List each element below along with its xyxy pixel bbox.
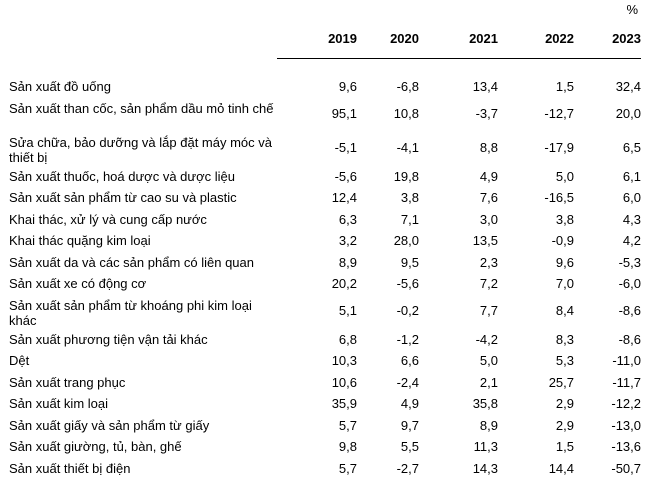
table-row [0, 458, 650, 480]
cell-2022: 14,4 [548, 460, 574, 476]
table-row [0, 76, 650, 98]
row-label: Dệt [9, 353, 30, 368]
cell-2020: -2,7 [396, 460, 419, 476]
row-label: Sản xuất giấy và sản phẩm từ giấy [9, 417, 210, 433]
cell-2020: -5,6 [396, 276, 419, 291]
cell-2020: -0,2 [396, 302, 419, 318]
cell-2019: 10,3 [331, 353, 357, 368]
cell-2021: 7,6 [479, 190, 498, 205]
cell-2022: 2,9 [555, 417, 574, 433]
row-label: Sản xuất thuốc, hoá dược và dược liệu [9, 168, 235, 184]
year-header-2021: 2021 [469, 31, 498, 46]
cell-2021: 7,2 [479, 276, 498, 291]
cell-2020: -2,4 [396, 374, 419, 390]
cell-2019: 8,9 [338, 254, 357, 270]
table-row [0, 273, 650, 295]
cell-2023: -8,6 [618, 331, 641, 347]
row-label: Sản xuất kim loại [9, 396, 108, 411]
cell-2019: 95,1 [331, 105, 357, 121]
row-label: Khai thác quặng kim loại [9, 233, 151, 248]
cell-2022: 25,7 [548, 374, 574, 390]
cell-2020: -6,8 [396, 79, 419, 94]
header-divider [277, 58, 641, 59]
cell-2020: 7,1 [400, 211, 419, 227]
row-label: Sản xuất đồ uống [9, 79, 111, 94]
cell-2020: -1,2 [396, 331, 419, 347]
cell-2021: 13,5 [472, 233, 498, 248]
cell-2021: -3,7 [475, 105, 498, 121]
cell-2022: -0,9 [551, 233, 574, 248]
cell-2023: 32,4 [615, 79, 641, 94]
cell-2022: 7,0 [555, 276, 574, 291]
cell-2023: -6,0 [618, 276, 641, 291]
table-row [0, 295, 650, 329]
cell-2021: 35,8 [472, 396, 498, 411]
cell-2019: -5,6 [334, 168, 357, 184]
cell-2019: 6,3 [338, 211, 357, 227]
cell-2023: -5,3 [618, 254, 641, 270]
table-row [0, 187, 650, 209]
cell-2019: 6,8 [338, 331, 357, 347]
row-label: Sản xuất than cốc, sản phẩm dầu mỏ tinh chế [9, 100, 274, 116]
row-label: Sản xuất thiết bị điện [9, 460, 131, 476]
cell-2021: 11,3 [473, 439, 498, 454]
cell-2020: 9,5 [400, 254, 419, 270]
row-label: Sản xuất da và các sản phẩm có liên quan [9, 254, 254, 270]
year-header-2019: 2019 [328, 31, 357, 46]
row-label: Khai thác, xử lý và cung cấp nước [9, 211, 207, 227]
cell-2020: 4,9 [400, 396, 419, 411]
table-row [0, 209, 650, 231]
cell-2022: 2,9 [555, 396, 574, 411]
cell-2019: 5,7 [338, 460, 357, 476]
cell-2021: 2,1 [479, 374, 498, 390]
year-header-2020: 2020 [390, 31, 419, 46]
cell-2021: 2,3 [479, 254, 498, 270]
cell-2021: 14,3 [472, 460, 498, 476]
cell-2022: 5,3 [555, 353, 574, 368]
cell-2021: 3,0 [479, 211, 498, 227]
cell-2019: 5,1 [338, 302, 357, 318]
cell-2022: 3,8 [555, 211, 574, 227]
cell-2023: -12,2 [611, 396, 641, 411]
cell-2023: 4,3 [622, 211, 641, 227]
cell-2023: -8,6 [618, 302, 641, 318]
cell-2021: 8,9 [479, 417, 498, 433]
cell-2023: 6,1 [622, 168, 641, 184]
table-row [0, 230, 650, 252]
cell-2019: 20,2 [331, 276, 357, 291]
table-row [0, 329, 650, 351]
cell-2020: 5,5 [400, 439, 419, 454]
row-label: Sản xuất phương tiện vận tải khác [9, 331, 208, 347]
cell-2019: 35,9 [331, 396, 357, 411]
row-label: Sửa chữa, bảo dưỡng và lắp đặt máy móc và thiết bị [9, 134, 272, 165]
cell-2022: 5,0 [555, 168, 574, 184]
cell-2023: -13,0 [611, 417, 641, 433]
table-row [0, 166, 650, 188]
row-label: Sản xuất sản phẩm từ cao su và plastic [9, 190, 237, 205]
cell-2021: -4,2 [475, 331, 498, 347]
cell-2020: 3,8 [400, 190, 419, 205]
table-row [0, 415, 650, 437]
year-header-2023: 2023 [612, 31, 641, 46]
cell-2021: 7,7 [479, 302, 498, 318]
cell-2019: 9,8 [338, 439, 357, 454]
cell-2023: -11,7 [612, 374, 641, 390]
cell-2020: 10,8 [393, 105, 419, 121]
cell-2019: -5,1 [334, 139, 357, 155]
cell-2023: 6,5 [622, 139, 641, 155]
row-label: Sản xuất giường, tủ, bàn, ghế [9, 439, 182, 454]
cell-2021: 5,0 [479, 353, 498, 368]
cell-2022: 1,5 [555, 79, 574, 94]
cell-2022: 8,4 [555, 302, 574, 318]
cell-2023: -11,0 [612, 353, 641, 368]
table-row [0, 252, 650, 274]
table-row [0, 132, 650, 166]
cell-2020: 9,7 [400, 417, 419, 433]
cell-2019: 3,2 [338, 233, 357, 248]
table-row [0, 436, 650, 458]
cell-2020: 19,8 [393, 168, 419, 184]
cell-2021: 4,9 [479, 168, 498, 184]
table-header [0, 31, 650, 49]
cell-2022: 8,3 [555, 331, 574, 347]
year-header-2022: 2022 [545, 31, 574, 46]
cell-2023: 6,0 [622, 190, 641, 205]
unit-label: % [626, 2, 638, 17]
cell-2022: 9,6 [555, 254, 574, 270]
cell-2022: -16,5 [544, 190, 574, 205]
cell-2023: 20,0 [615, 105, 641, 121]
cell-2019: 10,6 [331, 374, 357, 390]
table-body [0, 76, 650, 479]
table-row [0, 350, 650, 372]
row-label: Sản xuất sản phẩm từ khoáng phi kim loại khác [9, 297, 252, 328]
cell-2021: 13,4 [472, 79, 498, 94]
cell-2019: 12,4 [331, 190, 357, 205]
table-row [0, 98, 650, 132]
cell-2020: 6,6 [400, 353, 419, 368]
cell-2019: 5,7 [338, 417, 357, 433]
cell-2023: -50,7 [611, 460, 641, 476]
cell-2022: 1,5 [555, 439, 574, 454]
cell-2022: -17,9 [544, 139, 574, 155]
cell-2021: 8,8 [479, 139, 498, 155]
cell-2022: -12,7 [544, 105, 574, 121]
row-label: Sản xuất xe có động cơ [9, 276, 147, 291]
cell-2020: -4,1 [396, 139, 419, 155]
table-row [0, 393, 650, 415]
table-row [0, 372, 650, 394]
row-label: Sản xuất trang phục [9, 374, 126, 390]
cell-2019: 9,6 [338, 79, 357, 94]
cell-2020: 28,0 [393, 233, 419, 248]
cell-2023: 4,2 [622, 233, 641, 248]
cell-2023: -13,6 [611, 439, 641, 454]
